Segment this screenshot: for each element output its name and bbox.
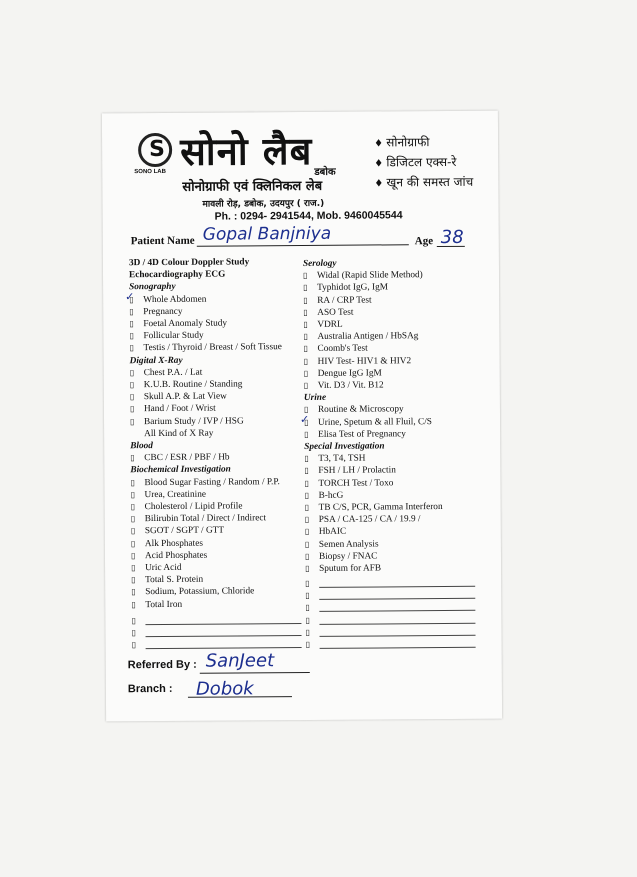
test-checkbox-item[interactable]: ▯ Urea, Creatinine [131, 488, 309, 501]
test-checkbox-item[interactable]: ▯ Whole Abdomen ✓ [129, 293, 307, 306]
test-checkbox-item[interactable]: ▯ HbAIC [305, 525, 495, 539]
test-checkbox-item[interactable]: ▯ Dengue IgG IgM [304, 366, 494, 380]
test-checkbox-item[interactable]: ▯ Testis / Thyroid / Breast / Soft Tissue [129, 341, 307, 354]
test-checkbox-item[interactable]: ▯ Typhidot IgG, IgM [303, 281, 493, 295]
brand-name: सोनो लैब [179, 128, 313, 174]
test-checkbox-item[interactable]: ▯ Total S. Protein [131, 573, 309, 586]
section-heading: Special Investigation [304, 441, 385, 453]
patient-name-value[interactable]: Gopal Banjniya [202, 223, 332, 245]
test-checkbox-item[interactable]: ▯ Sodium, Potassium, Chloride [131, 585, 309, 598]
tick-mark-icon: ✓ [299, 412, 310, 426]
test-checkbox-item[interactable]: ▯ Semen Analysis [305, 537, 495, 551]
age-value[interactable]: 38 [440, 226, 464, 249]
test-checkbox-item[interactable]: ▯ Elisa Test of Pregnancy [304, 428, 494, 442]
test-label: All Kind of X Ray [144, 428, 214, 439]
test-checkbox-item[interactable]: ▯ TORCH Test / Toxo [304, 476, 494, 490]
test-checkbox-item[interactable]: ▯ Foetal Anomaly Study [129, 317, 307, 330]
blank-entry-line[interactable] [306, 638, 476, 651]
left-test-column [125, 256, 309, 611]
section-heading: Digital X-Ray [129, 355, 183, 366]
test-checkbox-item[interactable]: ▯ PSA / CA-125 / CA / 19.9 / [305, 513, 495, 527]
test-checkbox-item[interactable]: ▯ Pregnancy [129, 305, 307, 318]
test-checkbox-item[interactable]: ▯ FSH / LH / Prolactin [304, 464, 494, 478]
test-label: 3D / 4D Colour Doppler Study [128, 257, 250, 269]
section-heading: Urine [303, 393, 327, 404]
service-item: ♦ सोनोग्राफी [374, 133, 473, 154]
branch-value[interactable]: Dobok [195, 678, 254, 700]
test-checkbox-item[interactable]: ▯ Hand / Foot / Wrist [130, 402, 308, 415]
right-test-column [299, 257, 495, 576]
referred-by-line [200, 672, 310, 674]
test-checkbox-item[interactable]: ▯ VDRL [303, 318, 493, 332]
location-tag: डबोक [314, 166, 336, 178]
test-checkbox-item[interactable]: ▯ Australia Antigen / HbSAg [303, 330, 493, 344]
test-checkbox-item[interactable]: ▯ K.U.B. Routine / Standing [130, 378, 308, 391]
test-checkbox-item[interactable]: ▯ Sputum for AFB [305, 562, 495, 576]
left-blank-lines [131, 614, 301, 652]
age-label: Age [414, 235, 434, 248]
test-checkbox-item[interactable]: ▯ Cholesterol / Lipid Profile [131, 500, 309, 513]
section-heading: Sonography [129, 282, 176, 293]
test-checkbox-item[interactable]: ▯ Skull A.P. & Lat View [130, 390, 308, 403]
test-checkbox-item[interactable]: ▯ Chest P.A. / Lat [130, 366, 308, 379]
patient-name-line [197, 244, 409, 246]
section-heading: Biochemical Investigation [130, 464, 231, 476]
test-checkbox-item[interactable]: ▯ Urine, Spetum & all Fluil, C/S ✓ [304, 415, 494, 429]
test-checkbox-item[interactable]: ▯ Biopsy / FNAC [305, 550, 495, 564]
test-checkbox-item[interactable]: ▯ Bilirubin Total / Direct / Indirect [131, 512, 309, 525]
section-heading: Serology [302, 258, 337, 269]
test-label: Echocardiography ECG [128, 269, 226, 281]
branch-label: Branch : [127, 682, 173, 696]
test-checkbox-item[interactable]: ▯ Barium Study / IVP / HSG [130, 415, 308, 428]
test-checkbox-item[interactable]: ▯ Uric Acid [131, 561, 309, 574]
section-heading: Blood [130, 441, 153, 452]
logo-text: SONO LAB [134, 168, 166, 176]
test-checkbox-item[interactable]: ▯ Routine & Microscopy [304, 403, 494, 417]
test-checkbox-item[interactable]: ▯ B-hcG [305, 489, 495, 503]
test-checkbox-item[interactable]: ▯ Blood Sugar Fasting / Random / P.P. [130, 476, 308, 489]
test-checkbox-item[interactable]: ▯ RA / CRP Test [303, 293, 493, 307]
test-checkbox-item[interactable]: ▯ Vit. D3 / Vit. B12 [304, 379, 494, 393]
test-checkbox-item[interactable]: ▯ Acid Phosphates [131, 549, 309, 562]
patient-name-label: Patient Name [130, 234, 195, 248]
tagline: सोनोग्राफी एवं क्लिनिकल लेब [182, 178, 323, 195]
test-checkbox-item[interactable]: ▯ T3, T4, TSH [304, 452, 494, 466]
test-checkbox-item[interactable]: ▯ ASO Test [303, 305, 493, 319]
services-list [374, 133, 473, 194]
lab-requisition-form [102, 111, 502, 722]
test-checkbox-item[interactable]: ▯ Widal (Rapid Slide Method) [303, 269, 493, 283]
test-checkbox-item[interactable]: ▯ Total Iron [131, 598, 309, 611]
right-blank-lines [305, 577, 476, 651]
referred-by-value[interactable]: SanJeet [205, 650, 275, 672]
test-checkbox-item[interactable]: ▯ SGOT / SGPT / GTT [131, 524, 309, 537]
sono-lab-logo [138, 133, 172, 167]
tick-mark-icon: ✓ [125, 289, 135, 303]
service-item: ♦ खून की समस्त जांच [374, 173, 473, 194]
test-checkbox-item[interactable]: ▯ CBC / ESR / PBF / Hb [130, 451, 308, 464]
test-checkbox-item[interactable]: ▯ Alk Phosphates [131, 537, 309, 550]
test-checkbox-item[interactable]: ▯ Coomb's Test [303, 342, 493, 356]
test-checkbox-item[interactable]: ▯ HIV Test- HIV1 & HIV2 [304, 354, 494, 368]
phone-numbers: Ph. : 0294- 2941544, Mob. 9460045544 [214, 209, 403, 223]
test-checkbox-item[interactable]: ▯ Follicular Study [129, 329, 307, 342]
service-item: ♦ डिजिटल एक्स-रे [374, 153, 473, 174]
referred-by-label: Referred By : [127, 658, 197, 672]
test-checkbox-item[interactable]: ▯ TB C/S, PCR, Gamma Interferon [305, 501, 495, 515]
address: मावली रोड़, डबोक, उदयपुर ( राज.) [202, 198, 325, 210]
